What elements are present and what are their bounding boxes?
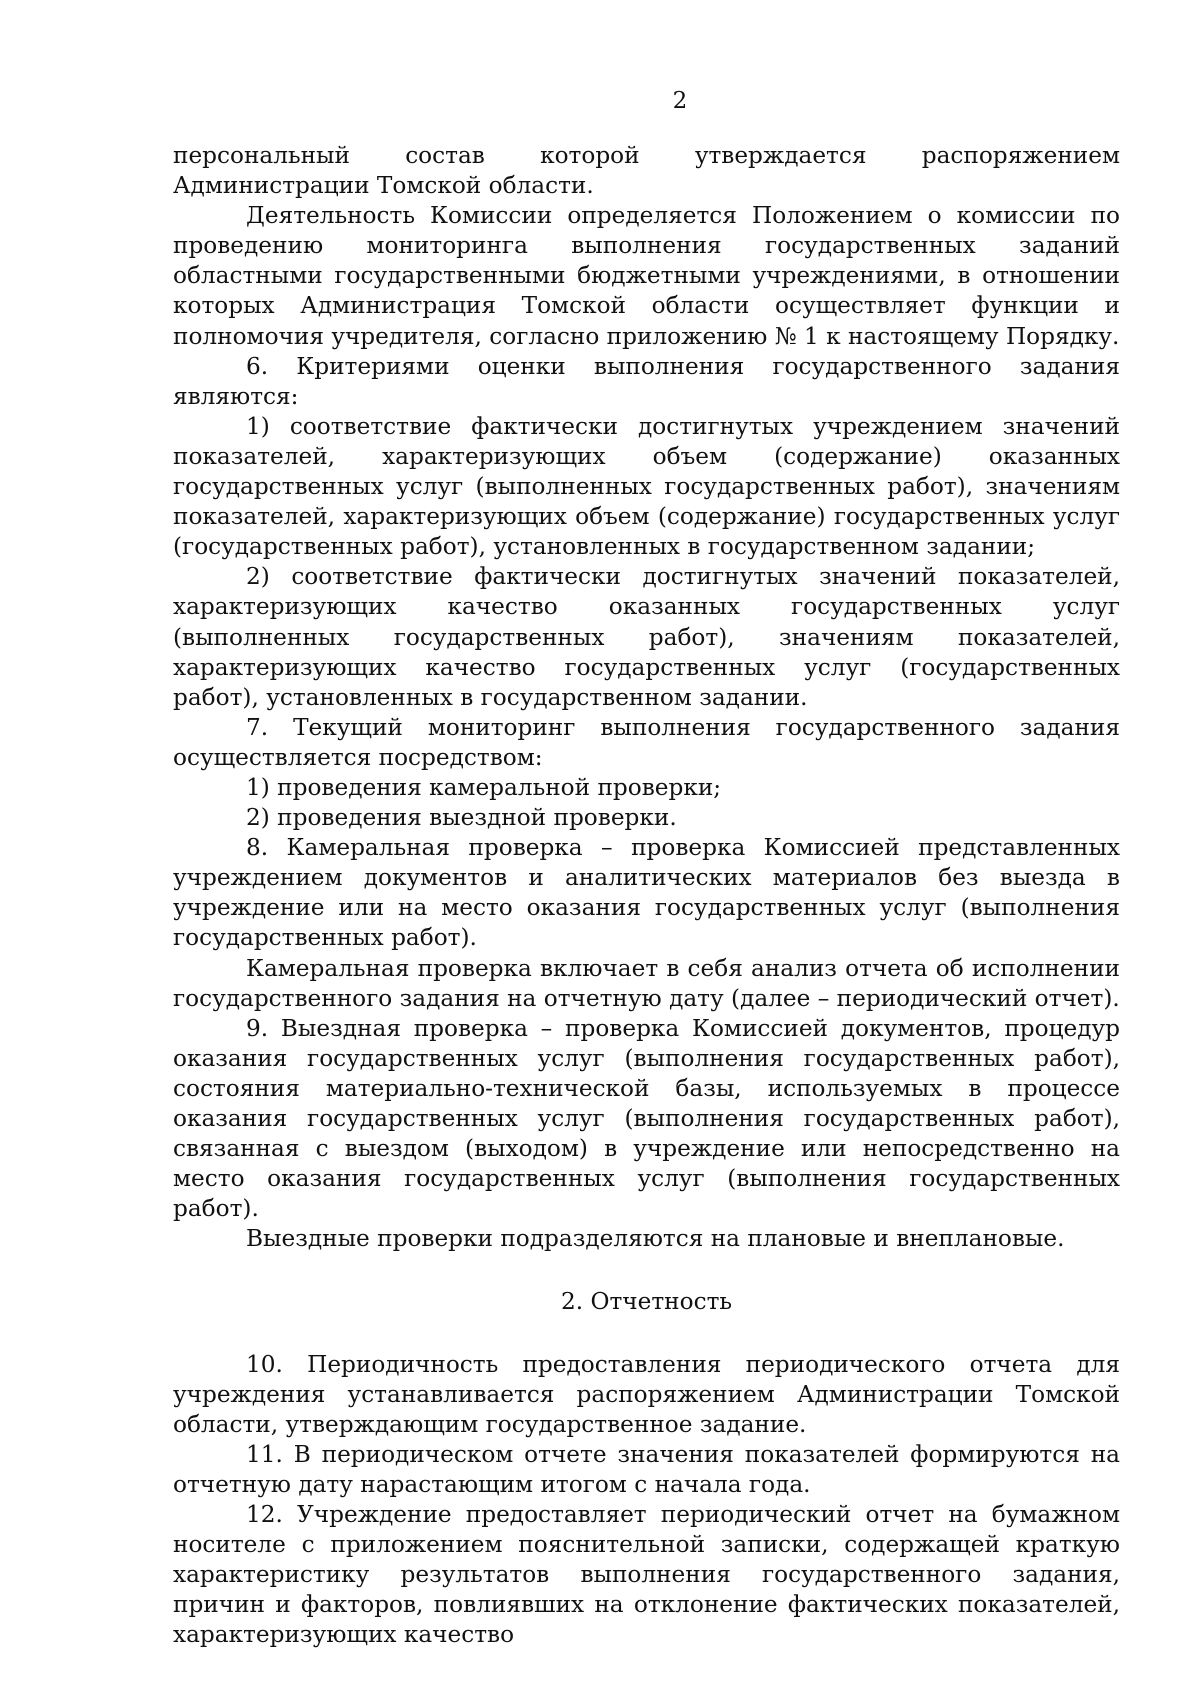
- paragraphs-after-heading: [173, 1350, 1120, 1651]
- paragraph: 7. Текущий мониторинг выполнения государственного задания осуществляется посредством:: [173, 713, 1120, 771]
- paragraph: 6. Критериями оценки выполнения государственного задания являются:: [173, 352, 1120, 410]
- paragraph: 1) проведения камеральной проверки;: [246, 773, 722, 801]
- paragraph: 1) соответствие фактически достигнутых учреждением значений показателей, характеризующих объем (содержание) оказанных государственных услуг (выполненных государственных работ), значениям показателей, характеризующих объем (содержание) государственных услуг (государственных работ), установленных в государственном задании;: [173, 412, 1120, 561]
- paragraph: персональный состав которой утверждается распоряжением Администрации Томской области.: [173, 142, 1120, 200]
- document-body: [173, 141, 1120, 1651]
- paragraphs-before-heading: [173, 141, 1120, 1254]
- paragraph: Выездные проверки подразделяются на плановые и внеплановые.: [246, 1225, 1065, 1253]
- paragraph: 12. Учреждение предоставляет периодический отчет на бумажном носителе с приложением пояснительной записки, содержащей краткую характеристику результатов выполнения государственного задания, причин и факторов, повлиявших на отклонение фактических показателей, характеризующих качество: [173, 1501, 1120, 1649]
- paragraph: 9. Выездная проверка – проверка Комиссией документов, процедур оказания государственных услуг (выполнения государственных работ), состояния материально-технической базы, используемых в процессе оказания государственных услуг (выполнения государственных работ), связанная с выездом (выходом) в учреждение или непосредственно на место оказания государственных услуг (выполнения государственных работ).: [173, 1014, 1120, 1223]
- paragraph: 11. В периодическом отчете значения показателей формируются на отчетную дату нарастающим итогом с начала года.: [173, 1440, 1120, 1498]
- paragraph: Деятельность Комиссии определяется Положением о комиссии по проведению мониторинга выполнения государственных заданий областными государственными бюджетными учреждениями, в отношении которых Администрация Томской области осуществляет функции и полномочия учредителя, согласно приложению № 1 к настоящему Порядку.: [173, 202, 1120, 350]
- paragraph: 8. Камеральная проверка – проверка Комиссией представленных учреждением документов и аналитических материалов без выезда в учреждение или на место оказания государственных услуг (выполнения государственных работ).: [173, 834, 1120, 952]
- paragraph: Камеральная проверка включает в себя анализ отчета об исполнении государственного задания на отчетную дату (далее – периодический отчет).: [173, 954, 1120, 1012]
- paragraph: 2) соответствие фактически достигнутых значений показателей, характеризующих качество оказанных государственных услуг (выполненных государственных работ), значениям показателей, характеризующих качество государственных услуг (государственных работ), установленных в государственном задании.: [173, 563, 1120, 711]
- paragraph: 2) проведения выездной проверки.: [246, 804, 677, 832]
- paragraph: 10. Периодичность предоставления периодического отчета для учреждения устанавливается распоряжением Администрации Томской области, утверждающим государственное задание.: [173, 1350, 1120, 1438]
- section-heading: 2. Отчетность: [560, 1288, 733, 1316]
- page-number: 2: [672, 88, 688, 114]
